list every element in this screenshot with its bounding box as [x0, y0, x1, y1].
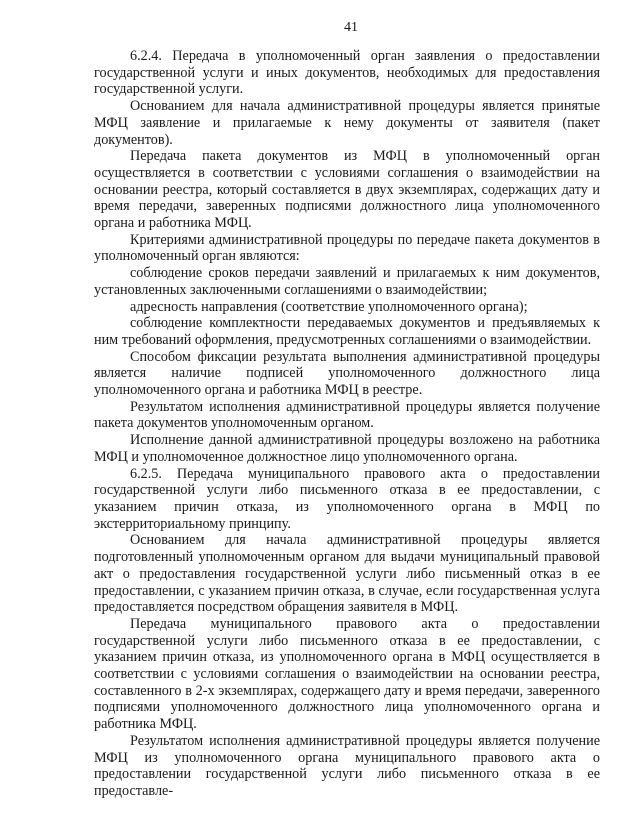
paragraph: Основанием для начала административной процедуры является принятые МФЦ заявление и прилагаемые к нему документы от заявителя (пакет документов). [94, 98, 600, 148]
list-item: адресность направления (соответствие уполномоченного органа); [130, 298, 528, 315]
paragraph-6-2-4-heading: 6.2.4. Передача в уполномоченный орган заявления о предоставлении государственной услуги и иных документов, необходимых для предоставления государственной услуги. [94, 48, 600, 98]
paragraph: Результатом исполнения административной процедуры является получение МФЦ из уполномоченного органа муниципального правового акта о предоставлении государственной услуги либо письменного отказа в ее предоставле- [94, 732, 600, 799]
list-item: соблюдение комплектности передаваемых документов и предъявляемых к ним требований оформления, предусмотренных соглашениями о взаимодействии. [94, 315, 600, 348]
list-item: соблюдение сроков передачи заявлений и прилагаемых к ним документов, установленных заключенными соглашениями о взаимодействии; [94, 265, 600, 298]
page-number: 41 [344, 20, 358, 35]
paragraph-6-2-5-heading: 6.2.5. Передача муниципального правового акта о предоставлении государственной услуги либо письменного отказа в ее предоставлении, с указанием причин отказа, из уполномоченного органа в МФЦ по экстерриториальному принципу. [94, 465, 600, 532]
body-text [94, 48, 600, 800]
paragraph: Критериями административной процедуры по передаче пакета документов в уполномоченный орган являются: [94, 231, 600, 265]
paragraph: Исполнение данной административной процедуры возложено на работника МФЦ и уполномоченное должностное лицо уполномоченного органа. [94, 432, 600, 465]
paragraph: Результатом исполнения административной процедуры является получение пакета документов уполномоченным органом. [94, 398, 600, 432]
paragraph: Передача муниципального правового акта о предоставлении государственной услуги либо письменного отказа в ее предоставлении, с указанием причин отказа, из уполномоченного органа в МФЦ осуществляется в соответствии с условиями соглашения о взаимодействии на основании реестра, составленного в 2-х экземплярах, содержащего дату и время передачи, заверенного подписями уполномоченного должностного лица уполномоченного органа и работника МФЦ. [94, 615, 600, 733]
paragraph: Передача пакета документов из МФЦ в уполномоченный орган осуществляется в соответствии с условиями соглашения о взаимодействии на основании реестра, который составляется в двух экземплярах, содержащих дату и время передачи, заверенных подписями должностного лица уполномоченного органа и работника МФЦ. [94, 148, 600, 232]
paragraph: Способом фиксации результата выполнения административной процедуры является наличие подписей уполномоченного должностного лица уполномоченного органа и работника МФЦ в реестре. [94, 348, 600, 399]
paragraph: Основанием для начала административной процедуры является подготовленный уполномоченным органом для выдачи муниципальный правовой акт о предоставления государственной услуги либо письменный отказ в ее предоставлении, с указанием причин отказа, в случае, если государственная услуга предоставляется посредством обращения заявителя в МФЦ. [94, 532, 600, 616]
